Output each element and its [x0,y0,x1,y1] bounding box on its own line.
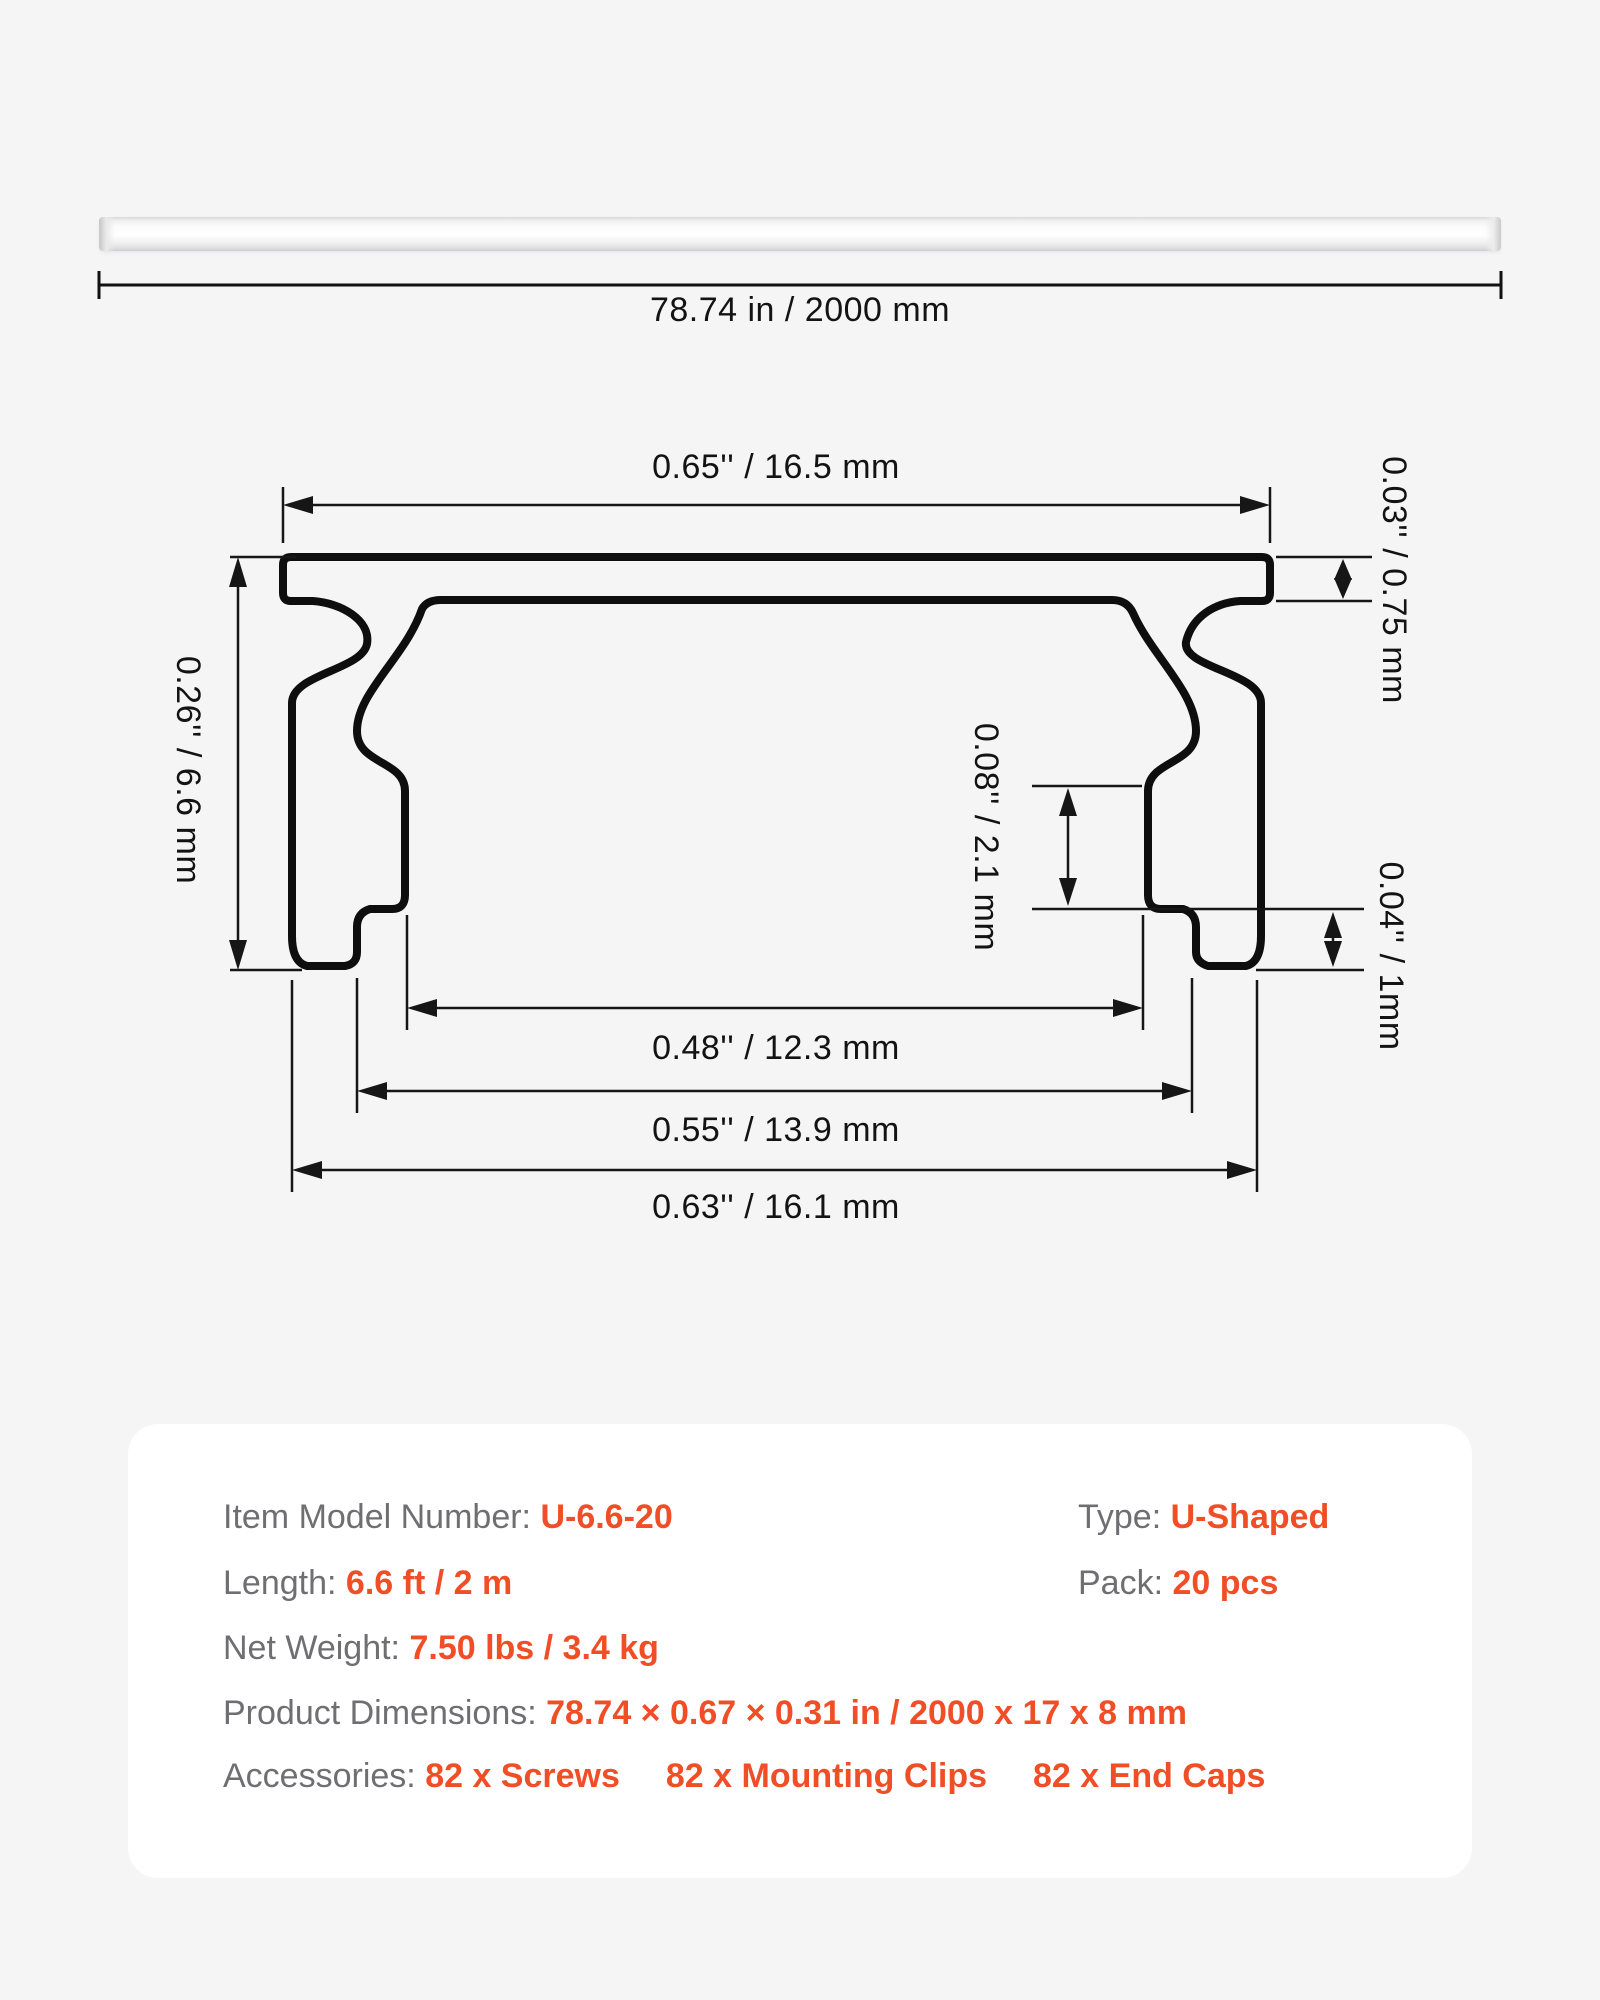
spec-row-accessories [223,1754,1265,1798]
spec-value-pack: 20 pcs [1172,1564,1279,1602]
spec-label-length: Length: [223,1564,337,1602]
spec-value-accessory-screws: 82 x Screws [425,1757,620,1795]
dim-inner-step [967,723,1364,951]
spec-value-dimensions: 78.74 × 0.67 × 0.31 in / 2000 x 17 x 8 mm [546,1694,1187,1732]
spec-row-length [223,1561,512,1605]
spec-label-type: Type: [1078,1498,1162,1536]
spec-row-pack [1078,1561,1278,1605]
profile-cross-section-outline [283,557,1270,966]
dim-bottom-outer-label: 0.63'' / 16.1 mm [652,1188,900,1226]
spec-row-weight [223,1626,659,1670]
dim-flange-thickness-label: 0.03'' / 0.75 mm [1375,456,1413,704]
dim-foot-step-label: 0.04'' / 1mm [1372,861,1410,1051]
spec-value-accessory-endcaps: 82 x End Caps [1033,1757,1266,1795]
spec-label-model: Item Model Number: [223,1498,531,1536]
spec-value-type: U-Shaped [1170,1498,1330,1536]
spec-value-accessory-clips: 82 x Mounting Clips [665,1757,988,1795]
dim-left-height-label: 0.26'' / 6.6 mm [169,655,207,885]
spec-value-model: U-6.6-20 [540,1498,673,1536]
dim-top-width [283,448,1270,543]
spec-row-model [223,1495,673,1539]
dim-flange-thickness [1276,456,1413,704]
spec-label-dimensions: Product Dimensions: [223,1694,537,1732]
spec-label-pack: Pack: [1078,1564,1164,1602]
dim-bottom-inner [407,915,1143,1067]
spec-row-type [1078,1495,1329,1539]
spec-label-weight: Net Weight: [223,1629,401,1667]
dim-bottom-inner-label: 0.48'' / 12.3 mm [652,1029,900,1067]
dim-bottom-mid-label: 0.55'' / 13.9 mm [652,1111,900,1149]
spec-card [128,1424,1472,1878]
bar-length-dimension [99,271,1501,329]
bar-length-label: 78.74 in / 2000 mm [649,291,951,329]
dim-foot-step [1256,861,1410,1050]
spec-row-dimensions [223,1691,1187,1735]
spec-label-accessories: Accessories: [223,1757,416,1795]
spec-value-weight: 7.50 lbs / 3.4 kg [409,1629,659,1667]
dim-left-height [169,557,302,970]
spec-value-length: 6.6 ft / 2 m [345,1564,513,1602]
dim-top-width-label: 0.65'' / 16.5 mm [652,448,900,486]
dim-inner-step-label: 0.08'' / 2.1 mm [967,722,1005,952]
